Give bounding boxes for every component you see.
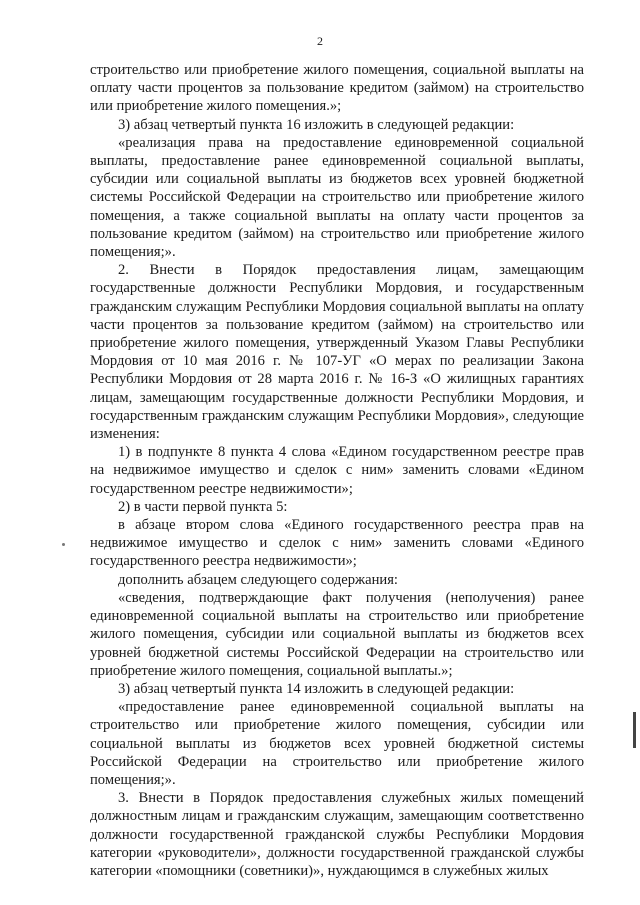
scan-artifact-edge-mark bbox=[633, 712, 636, 748]
paragraph-item-2-point-5: 2) в части первой пункта 5: bbox=[118, 498, 288, 515]
paragraph-section-3: 3. Внести в Порядок предоставления служебных жилых помещений должностным лицам и гражданским служащим, замещающим соответственно должности государственной гражданской службы Республики Мордовия категории «руководители», должности государственной гражданской службы категории «помощники (советники)», нуждающимся в служебных жилых bbox=[90, 790, 584, 879]
paragraph-quote-point-14: «предоставление ранее единовременной социальной выплаты на строительство или приобретение жилого помещения, субсидии или социальной выплаты из бюджетов всех уровней бюджетной системы Российской Федерации на строительство или приобретение жилого помещения;». bbox=[90, 699, 584, 788]
page-number: 2 bbox=[317, 34, 323, 48]
paragraph-section-2: 2. Внести в Порядок предоставления лицам, замещающим государственные должности Республики Мордовия, и государственным гражданским служащим Республики Мордовия социальной выплаты на оплату части процентов за пользование кредитом (займом) на строительство или приобретение жилого помещения, утвержденный Указом Главы Республики Мордовия от 10 мая 2016 г. № 107-УГ «О мерах по реализации Закона Республики Мордовия от 28 марта 2016 г. № 16-З «О жилищных гарантиях лицам, замещающим государственные должности Республики Мордовия, и государственным гражданским служащим Республики Мордовия», следующие изменения: bbox=[90, 262, 584, 443]
paragraph-supplement: дополнить абзацем следующего содержания: bbox=[118, 571, 398, 588]
paragraph-item-3-point-14: 3) абзац четвертый пункта 14 изложить в следующей редакции: bbox=[118, 680, 515, 697]
scan-artifact-dot bbox=[62, 543, 65, 546]
document-body bbox=[90, 61, 584, 880]
paragraph-continuation: строительство или приобретение жилого помещения, социальной выплаты на оплату части процентов за пользование кредитом (займом) на строительство или приобретение жилого помещения.»; bbox=[90, 62, 584, 115]
paragraph-quote-supplement: «сведения, подтверждающие факт получения (неполучения) ранее единовременной социальной выплаты на строительство или приобретение жилого помещения, субсидии или социальной выплаты из бюджетов всех уровней бюджетной системы Российской Федерации на строительство или приобретение жилого помещения, социальной выплаты.»; bbox=[90, 589, 584, 679]
paragraph-item-1-point-4: 1) в подпункте 8 пункта 4 слова «Едином государственном реестре прав на недвижимое имущество и сделок с ним» заменить словами «Едином государственном реестре недвижимости»; bbox=[90, 444, 584, 497]
paragraph-quote-point-16: «реализация права на предоставление единовременной социальной выплаты, предоставление ранее единовременной социальной выплаты, субсидии или социальной выплаты из бюджетов всех уровней бюджетной системы Российской Федерации на строительство или приобретение жилого помещения, а также социальной выплаты на оплату части процентов за пользование кредитом (займом) на строительство или приобретение жилого помещения;». bbox=[90, 134, 584, 261]
paragraph-item-3-point-16: 3) абзац четвертый пункта 16 изложить в следующей редакции: bbox=[118, 116, 515, 133]
paragraph-second-abzac: в абзаце втором слова «Единого государственного реестра прав на недвижимое имущество и сделок с ним» заменить словами «Единого государственного реестра недвижимости»; bbox=[90, 517, 584, 570]
